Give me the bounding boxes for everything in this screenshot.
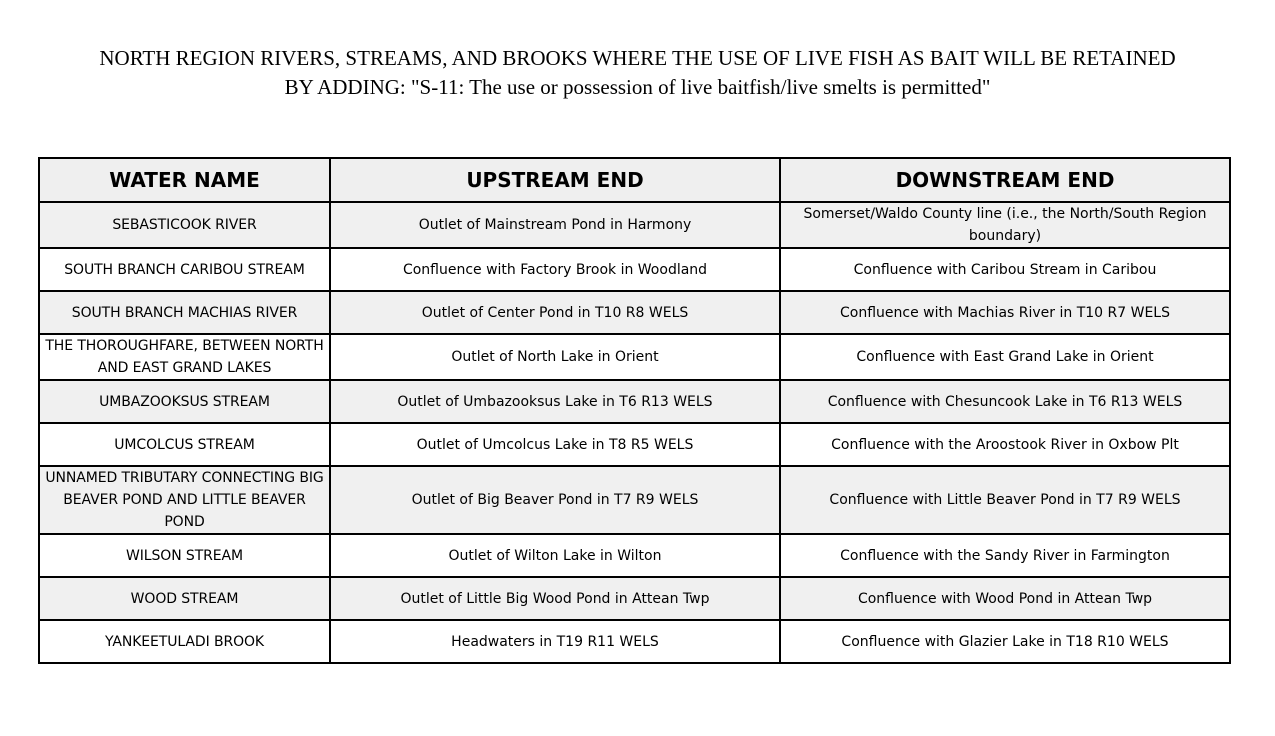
title-line-2: BY ADDING: "S-11: The use or possession of live baitfish/live smelts is permitted"	[284, 75, 991, 99]
downstream-cell: Somerset/Waldo County line (i.e., the North/South Region boundary)	[780, 202, 1230, 248]
table-row	[39, 466, 1230, 534]
water-name-cell: SEBASTICOOK RIVER	[39, 202, 330, 248]
upstream-cell: Outlet of Umbazooksus Lake in T6 R13 WELS	[330, 380, 780, 423]
upstream-cell: Outlet of Center Pond in T10 R8 WELS	[330, 291, 780, 334]
downstream-cell: Confluence with Little Beaver Pond in T7 R9 WELS	[780, 466, 1230, 534]
water-name-cell: THE THOROUGHFARE, BETWEEN NORTH AND EAST GRAND LAKES	[39, 334, 330, 380]
water-name-cell: WOOD STREAM	[39, 577, 330, 620]
table-row	[39, 620, 1230, 663]
table-row	[39, 334, 1230, 380]
upstream-cell: Headwaters in T19 R11 WELS	[330, 620, 780, 663]
downstream-cell: Confluence with Wood Pond in Attean Twp	[780, 577, 1230, 620]
downstream-cell: Confluence with East Grand Lake in Orient	[780, 334, 1230, 380]
water-name-cell: UMCOLCUS STREAM	[39, 423, 330, 466]
document-title	[20, 44, 1255, 102]
table-row	[39, 577, 1230, 620]
water-name-cell: WILSON STREAM	[39, 534, 330, 577]
upstream-cell: Outlet of Wilton Lake in Wilton	[330, 534, 780, 577]
upstream-cell: Confluence with Factory Brook in Woodland	[330, 248, 780, 291]
header-water-name: WATER NAME	[39, 158, 330, 202]
table-row	[39, 380, 1230, 423]
water-name-cell: UNNAMED TRIBUTARY CONNECTING BIG BEAVER POND AND LITTLE BEAVER POND	[39, 466, 330, 534]
waters-table	[38, 157, 1231, 664]
table-row	[39, 291, 1230, 334]
water-name-cell: SOUTH BRANCH CARIBOU STREAM	[39, 248, 330, 291]
title-line-1: NORTH REGION RIVERS, STREAMS, AND BROOKS WHERE THE USE OF LIVE FISH AS BAIT WILL BE RETAINED	[99, 46, 1176, 70]
upstream-cell: Outlet of North Lake in Orient	[330, 334, 780, 380]
table-row	[39, 534, 1230, 577]
upstream-cell: Outlet of Big Beaver Pond in T7 R9 WELS	[330, 466, 780, 534]
header-downstream-end: DOWNSTREAM END	[780, 158, 1230, 202]
table-row	[39, 202, 1230, 248]
water-name-cell: SOUTH BRANCH MACHIAS RIVER	[39, 291, 330, 334]
table-row	[39, 248, 1230, 291]
table-header-row	[39, 158, 1230, 202]
downstream-cell: Confluence with Glazier Lake in T18 R10 WELS	[780, 620, 1230, 663]
downstream-cell: Confluence with Chesuncook Lake in T6 R13 WELS	[780, 380, 1230, 423]
downstream-cell: Confluence with the Aroostook River in Oxbow Plt	[780, 423, 1230, 466]
upstream-cell: Outlet of Umcolcus Lake in T8 R5 WELS	[330, 423, 780, 466]
water-name-cell: YANKEETULADI BROOK	[39, 620, 330, 663]
downstream-cell: Confluence with the Sandy River in Farmington	[780, 534, 1230, 577]
header-upstream-end: UPSTREAM END	[330, 158, 780, 202]
table-row	[39, 423, 1230, 466]
downstream-cell: Confluence with Caribou Stream in Caribou	[780, 248, 1230, 291]
downstream-cell: Confluence with Machias River in T10 R7 WELS	[780, 291, 1230, 334]
upstream-cell: Outlet of Little Big Wood Pond in Attean Twp	[330, 577, 780, 620]
water-name-cell: UMBAZOOKSUS STREAM	[39, 380, 330, 423]
upstream-cell: Outlet of Mainstream Pond in Harmony	[330, 202, 780, 248]
